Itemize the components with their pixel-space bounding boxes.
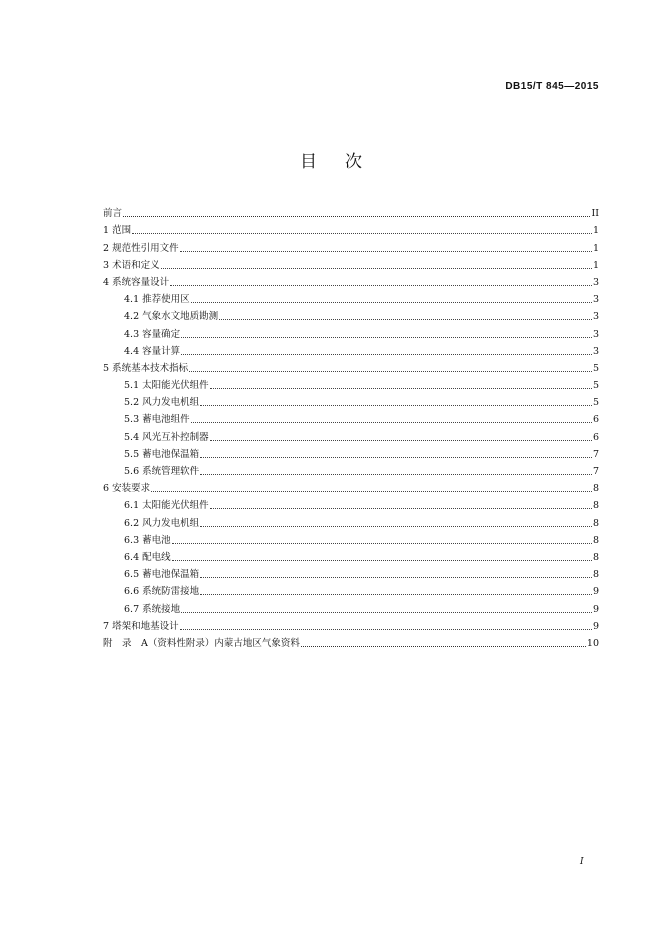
toc-entry-page: 3 <box>592 345 599 357</box>
toc-entry-page: 8 <box>592 517 599 529</box>
toc-entry[interactable] <box>103 425 599 442</box>
toc-entry-label: 前言 <box>103 208 123 220</box>
toc-leader-dots <box>210 508 592 509</box>
toc-entry[interactable] <box>103 632 599 649</box>
toc-leader-dots <box>123 216 590 217</box>
toc-entry-page: 9 <box>592 586 599 598</box>
toc-entry-page: 9 <box>592 620 599 632</box>
document-code: DB15/T 845—2015 <box>505 81 599 92</box>
toc-entry-label: 3 术语和定义 <box>103 259 160 271</box>
toc-entry[interactable] <box>103 477 599 494</box>
toc-entry-page: 8 <box>592 500 599 512</box>
toc-entry[interactable] <box>103 529 599 546</box>
toc-entry-label: 4 系统容量设计 <box>103 276 170 288</box>
toc-leader-dots <box>210 440 592 441</box>
toc-entry-page: 6 <box>592 431 599 443</box>
toc-entry-page: 6 <box>592 414 599 426</box>
toc-leader-dots <box>181 354 592 355</box>
toc-entry-page: 5 <box>592 397 599 409</box>
toc-entry-page: 7 <box>592 448 599 460</box>
toc-entry-label: 4.3 容量确定 <box>124 328 181 340</box>
toc-leader-dots <box>200 577 592 578</box>
toc-leader-dots <box>219 319 592 320</box>
toc-leader-dots <box>151 491 592 492</box>
toc-entry-label: 4.4 容量计算 <box>124 345 181 357</box>
toc-entry-label: 5.4 风光互补控制器 <box>124 431 209 443</box>
toc-entry-page: 1 <box>592 259 599 271</box>
toc-entry-label: 6.7 系统接地 <box>124 603 181 615</box>
toc-entry-page: 3 <box>592 328 599 340</box>
toc-entry[interactable] <box>103 271 599 288</box>
toc-entry-page: 3 <box>592 311 599 323</box>
toc-entry-label: 附 录 A（资料性附录）内蒙古地区气象资料 <box>103 637 300 649</box>
toc-leader-dots <box>172 543 592 544</box>
toc-entry[interactable] <box>103 322 599 339</box>
toc-entry[interactable] <box>103 563 599 580</box>
toc-entry[interactable] <box>103 254 599 271</box>
toc-entry-label: 6.5 蓄电池保温箱 <box>124 569 200 581</box>
toc-entry-page: 10 <box>586 637 599 649</box>
toc-entry-page: 3 <box>592 276 599 288</box>
toc-leader-dots <box>200 405 592 406</box>
toc-entry-page: 8 <box>592 551 599 563</box>
toc-entry[interactable] <box>103 443 599 460</box>
toc-leader-dots <box>170 285 592 286</box>
toc-entry[interactable] <box>103 305 599 322</box>
page-title: 目次 <box>300 152 390 172</box>
toc-entry-label: 7 塔架和地基设计 <box>103 620 179 632</box>
toc-entry[interactable] <box>103 357 599 374</box>
toc-entry-page: 1 <box>592 242 599 254</box>
toc-entry[interactable] <box>103 408 599 425</box>
toc-entry[interactable] <box>103 288 599 305</box>
toc-leader-dots <box>210 388 592 389</box>
toc-entry-label: 5.6 系统管理软件 <box>124 466 200 477</box>
toc-entry-page: II <box>591 208 599 220</box>
page-number: I <box>580 857 584 867</box>
toc-entry-label: 6.4 配电线 <box>124 551 171 563</box>
toc-leader-dots <box>180 251 592 252</box>
toc-entry[interactable] <box>103 546 599 563</box>
toc-entry-page: 5 <box>592 380 599 392</box>
toc-leader-dots <box>200 594 592 595</box>
toc-entry-label: 6.6 系统防雷接地 <box>124 586 200 598</box>
toc-entry-page: 8 <box>592 534 599 546</box>
toc-entry[interactable] <box>103 460 599 477</box>
toc-entry-page: 9 <box>592 603 599 615</box>
toc-entry-page: 8 <box>592 483 599 495</box>
toc-leader-dots <box>161 268 592 269</box>
toc-entry-label: 5.1 太阳能光伏组件 <box>124 380 209 392</box>
toc-entry-label: 2 规范性引用文件 <box>103 242 179 254</box>
toc-entry[interactable] <box>103 340 599 357</box>
toc-leader-dots <box>200 457 592 458</box>
toc-entry[interactable] <box>103 202 599 219</box>
toc-entry-label: 6 安装要求 <box>103 483 151 495</box>
toc-leader-dots <box>189 371 592 372</box>
toc-leader-dots <box>132 233 592 234</box>
toc-entry-page: 7 <box>592 466 599 477</box>
toc-entry-page: 1 <box>592 225 599 237</box>
toc-leader-dots <box>181 337 592 338</box>
toc-entry-page: 3 <box>592 294 599 306</box>
toc-entry[interactable] <box>103 511 599 528</box>
toc-entry[interactable] <box>103 597 599 614</box>
toc-entry-page: 8 <box>592 569 599 581</box>
toc-leader-dots <box>200 526 592 527</box>
toc-entry[interactable] <box>103 391 599 408</box>
toc-entry[interactable] <box>103 219 599 236</box>
toc-entry-label: 5.5 蓄电池保温箱 <box>124 448 200 460</box>
toc-leader-dots <box>181 612 592 613</box>
toc-entry-label: 5.2 风力发电机组 <box>124 397 200 409</box>
table-of-contents <box>103 202 599 649</box>
toc-entry-label: 6.1 太阳能光伏组件 <box>124 500 209 512</box>
toc-entry-page: 5 <box>592 362 599 374</box>
toc-entry-label: 6.3 蓄电池 <box>124 534 171 546</box>
toc-leader-dots <box>301 646 586 647</box>
toc-leader-dots <box>172 560 592 561</box>
toc-leader-dots <box>191 302 592 303</box>
toc-leader-dots <box>200 474 592 475</box>
toc-entry-label: 5.3 蓄电池组件 <box>124 414 190 426</box>
toc-entry[interactable] <box>103 236 599 253</box>
toc-entry[interactable] <box>103 580 599 597</box>
toc-entry[interactable] <box>103 494 599 511</box>
toc-entry-label: 1 范围 <box>103 225 132 237</box>
toc-entry-label: 6.2 风力发电机组 <box>124 517 200 529</box>
toc-entry-label: 4.1 推荐使用区 <box>124 294 190 306</box>
toc-entry[interactable] <box>103 615 599 632</box>
toc-leader-dots <box>191 422 592 423</box>
toc-entry[interactable] <box>103 374 599 391</box>
toc-leader-dots <box>180 629 592 630</box>
toc-entry-label: 4.2 气象水文地质勘测 <box>124 311 219 323</box>
toc-entry-label: 5 系统基本技术指标 <box>103 362 189 374</box>
